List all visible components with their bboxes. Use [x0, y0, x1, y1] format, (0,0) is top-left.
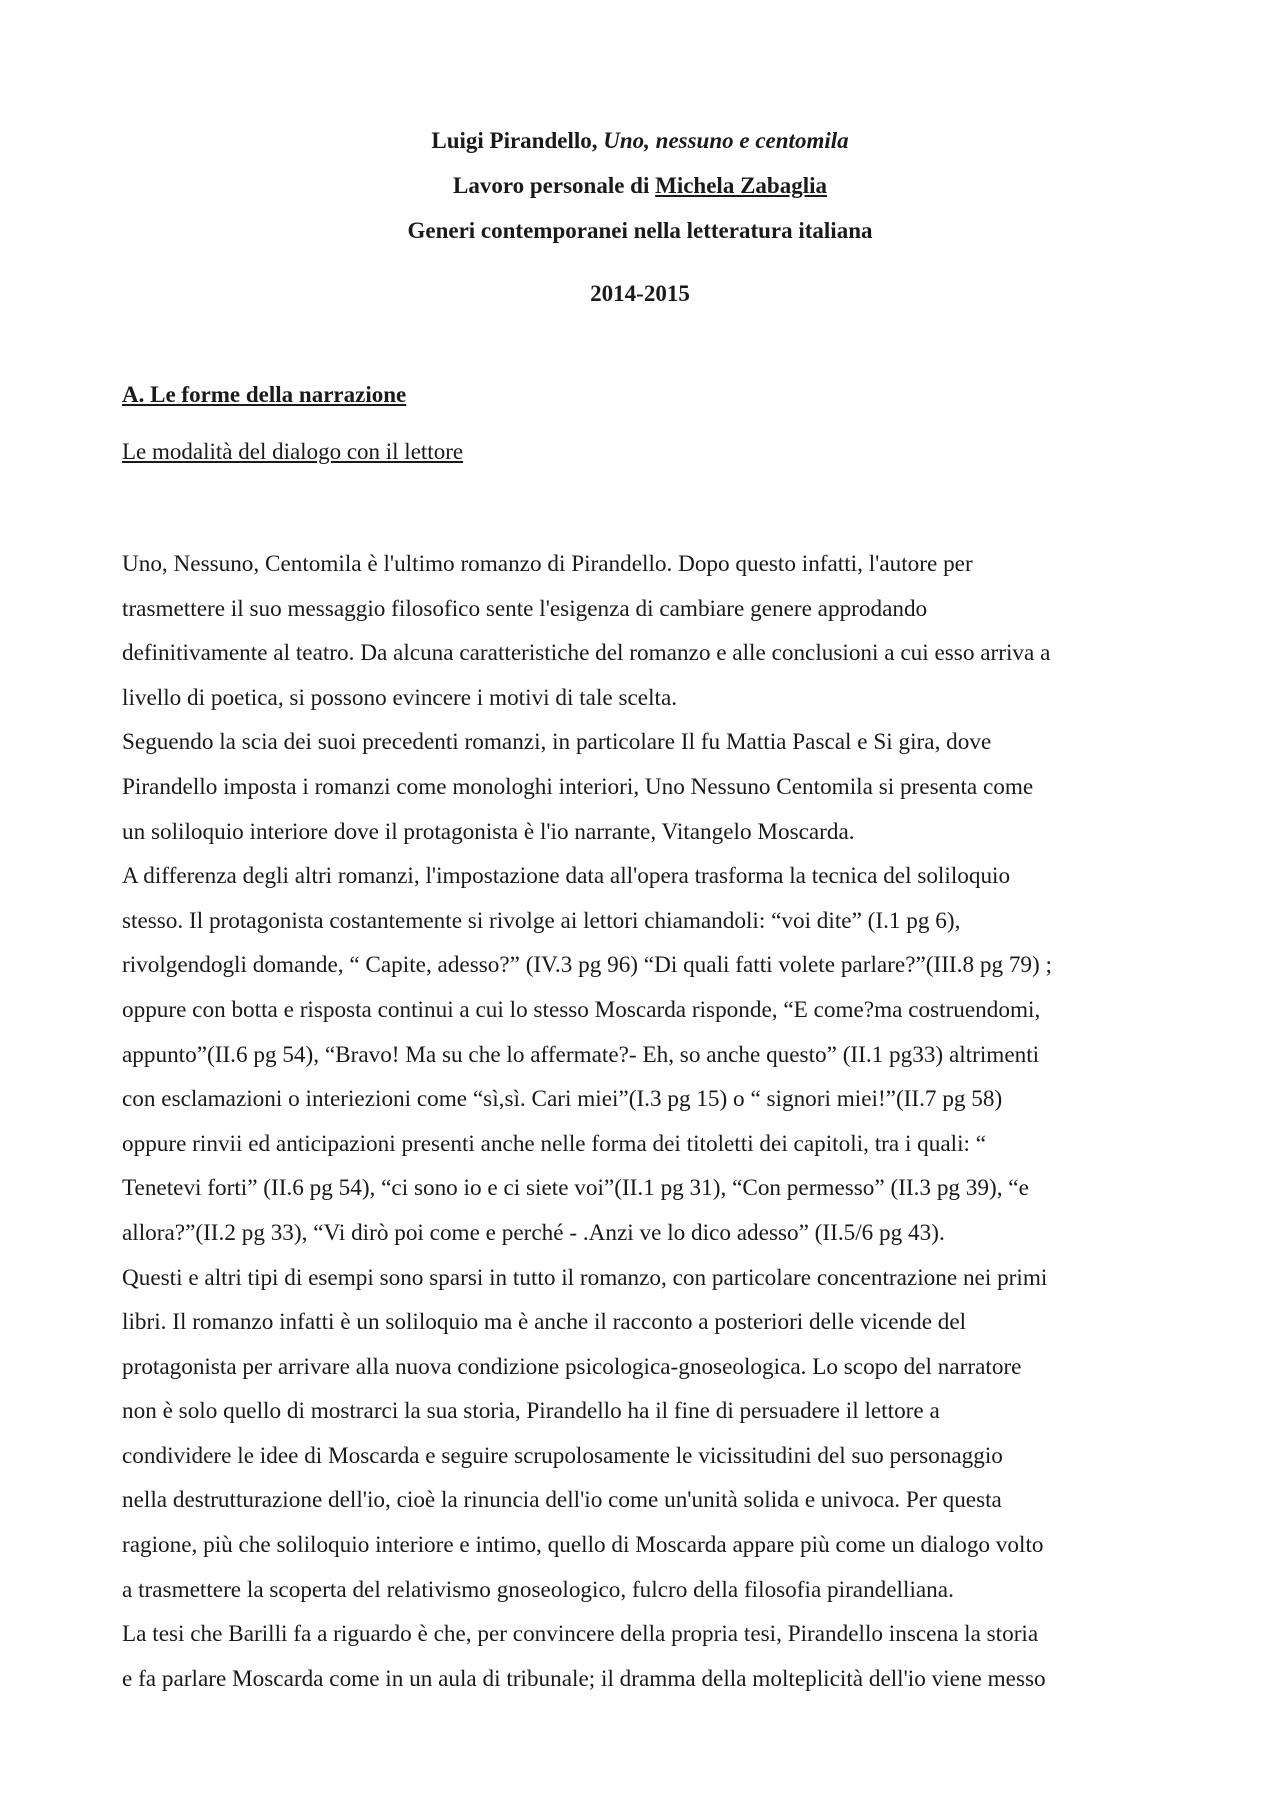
academic-year: 2014-2015 — [590, 281, 690, 306]
subsection-heading: Le modalità del dialogo con il lettore — [122, 439, 464, 464]
body-line: e fa parlare Moscarda come in un aula di tribunale; il dramma della molteplicità dell'io viene messo — [122, 1665, 1046, 1692]
author-name: Luigi Pirandello, — [431, 128, 598, 153]
body-line: appunto”(II.6 pg 54), “Bravo! Ma su che lo affermate?- Eh, so anche questo” (II.1 pg33) altrimenti — [122, 1041, 1040, 1068]
body-line: stesso. Il protagonista costantemente si rivolge ai lettori chiamandoli: “voi dite” (I.1 pg 6), — [122, 907, 961, 934]
body-line: protagonista per arrivare alla nuova condizione psicologica-gnoseologica. Lo scopo del narratore — [122, 1353, 1022, 1380]
body-line: A differenza degli altri romanzi, l'impostazione data all'opera trasforma la tecnica del soliloquio — [122, 863, 1011, 890]
course-line: Generi contemporanei nella letteratura italiana — [407, 218, 873, 243]
body-line: ragione, più che soliloquio interiore e intimo, quello di Moscarda appare più come un dialogo volto — [122, 1532, 1044, 1559]
body-line: oppure con botta e risposta continui a cui lo stesso Moscarda risponde, “E come?ma costruendomi, — [122, 996, 1041, 1023]
body-line: non è solo quello di mostrarci la sua storia, Pirandello ha il fine di persuadere il lettore a — [122, 1398, 940, 1425]
body-line: Tenetevi forti” (II.6 pg 54), “ci sono io e ci siete voi”(II.1 pg 31), “Con permesso” (II.3 pg 39), “e — [122, 1175, 1029, 1202]
body-line: nella destrutturazione dell'io, cioè la rinuncia dell'io come un'unità solida e univoca. Per questa — [122, 1487, 1002, 1514]
credit-name: Michela Zabaglia — [655, 173, 827, 198]
body-line: oppure rinvii ed anticipazioni presenti anche nelle forma dei titoletti dei capitoli, tra i quali: “ — [122, 1130, 987, 1157]
body-line: Questi e altri tipi di esempi sono sparsi in tutto il romanzo, con particolare concentrazione nei primi — [122, 1264, 1048, 1291]
body-line: definitivamente al teatro. Da alcuna caratteristiche del romanzo e alle conclusioni a cui esso arriva a — [122, 640, 1051, 667]
body-line: La tesi che Barilli fa a riguardo è che, per convincere della propria tesi, Pirandello inscena la storia — [122, 1621, 1039, 1648]
body-line: trasmettere il suo messaggio filosofico sente l'esigenza di cambiare genere approdando — [122, 595, 928, 622]
section-heading: A. Le forme della narrazione — [122, 382, 407, 407]
body-line: condividere le idee di Moscarda e seguire scrupolosamente le vicissitudini del suo personaggio — [122, 1442, 1003, 1469]
body-line: a trasmettere la scoperta del relativismo gnoseologico, fulcro della filosofia pirandelliana. — [122, 1576, 954, 1603]
body-line: livello di poetica, si possono evincere i motivi di tale scelta. — [122, 684, 678, 711]
credit-prefix: Lavoro personale di — [453, 173, 650, 198]
body-line: Seguendo la scia dei suoi precedenti romanzi, in particolare Il fu Mattia Pascal e Si gira, dove — [122, 729, 992, 756]
credit-line — [0, 163, 1280, 208]
body-line: Uno, Nessuno, Centomila è l'ultimo romanzo di Pirandello. Dopo questo infatti, l'autore per — [122, 551, 973, 577]
body-line: un soliloquio interiore dove il protagonista è l'io narrante, Vitangelo Moscarda. — [122, 818, 855, 845]
body-text — [122, 542, 1167, 1701]
body-line: rivolgendogli domande, “ Capite, adesso?” (IV.3 pg 96) “Di quali fatti volete parlare?”(III.8 pg 79) ; — [122, 952, 1052, 979]
work-title: Uno, nessuno e centomila — [603, 128, 849, 153]
document-header — [0, 118, 1280, 316]
body-line: libri. Il romanzo infatti è un soliloquio ma è anche il racconto a posteriori delle vicende del — [122, 1309, 967, 1336]
body-line: Pirandello imposta i romanzi come monologhi interiori, Uno Nessuno Centomila si presenta come — [122, 773, 1034, 800]
body-line: allora?”(II.2 pg 33), “Vi dirò poi come e perché - .Anzi ve lo dico adesso” (II.5/6 pg 43). — [122, 1219, 945, 1246]
title-line — [0, 118, 1280, 163]
body-line: con esclamazioni o interiezioni come “sì,sì. Cari miei”(I.3 pg 15) o “ signori miei!”(II.7 pg 58) — [122, 1086, 1003, 1113]
